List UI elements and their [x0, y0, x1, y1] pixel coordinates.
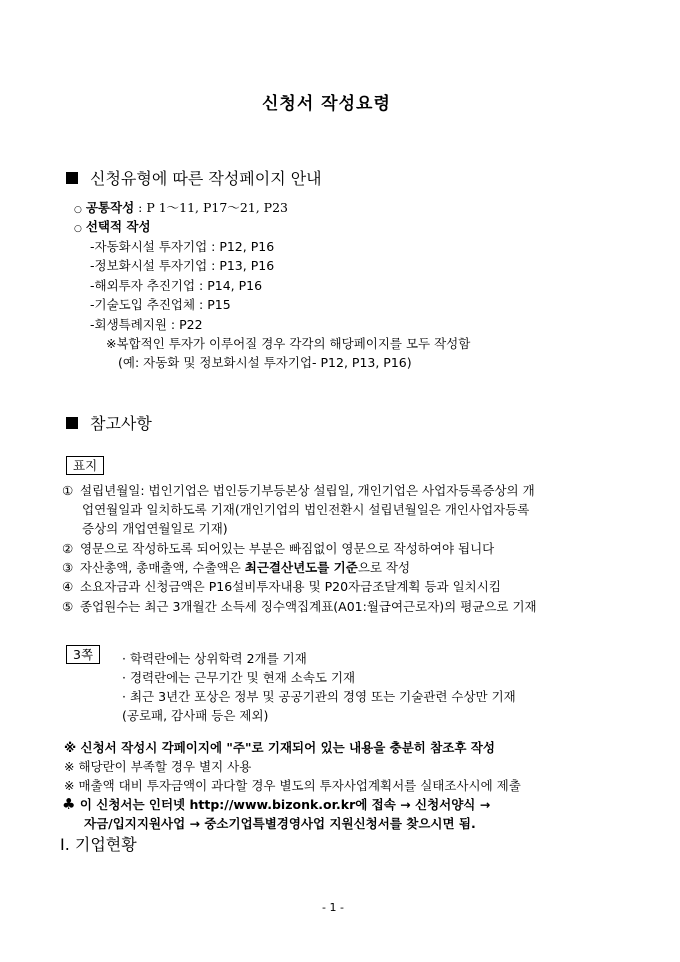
- page3-item: · 경력란에는 근무기간 및 현재 소속도 기재: [122, 670, 356, 685]
- internet-note-text: 이 신청서는 인터넷 http://www.bizonk.or.kr에 접속 → 신청서양식 →: [79, 797, 491, 812]
- page3-tag: 3쪽: [66, 645, 100, 664]
- section-heading-company: Ⅰ. 기업현황: [60, 835, 137, 854]
- section-heading-guide: [66, 166, 322, 189]
- page3-item: · 학력란에는 상위학력 2개를 기재: [122, 651, 307, 666]
- square-bullet-icon: [66, 417, 78, 429]
- note-item: [62, 481, 535, 499]
- note-text: 으로 작성: [357, 560, 411, 575]
- page3-item: · 최근 3년간 포상은 정부 및 공공기관의 경영 또는 기술관련 수상만 기재: [122, 689, 516, 704]
- note-text-continued: 업연월일과 일치하도록 기재(개인기업의 법인전환시 설립년월일은 개인사업자등록: [82, 502, 530, 517]
- note-number: ①: [62, 483, 74, 498]
- section-heading-text: 참고사항: [90, 414, 152, 433]
- note-text-emphasis: 최근결산년도를 기준: [244, 560, 358, 575]
- select-item: -기술도입 추진업체 : P15: [90, 297, 231, 312]
- internet-note-continued: 자금/입지지원사업 → 중소기업특별경영사업 지원신청서를 찾으시면 됨.: [84, 816, 476, 831]
- club-icon: ♣: [62, 795, 76, 813]
- note-item: [62, 558, 410, 576]
- document-title: 신청서 작성요령: [262, 94, 391, 114]
- select-item: -회생특례지원 : P22: [90, 317, 203, 332]
- note-item: [62, 539, 494, 557]
- compound-note: ※복합적인 투자가 이루어질 경우 각각의 해당페이지를 모두 작성함: [106, 336, 471, 351]
- section-heading-notes: [66, 411, 152, 434]
- select-item: -해외투자 추진기업 : P14, P16: [90, 278, 263, 293]
- section-heading-text: 신청유형에 따른 작성페이지 안내: [90, 169, 322, 188]
- note-item: [62, 597, 537, 615]
- general-note: ※ 매출액 대비 투자금액이 과다할 경우 별도의 투자사업계획서를 실태조사시에 제출: [64, 778, 521, 793]
- circle-bullet-icon: ○: [74, 205, 82, 215]
- note-text: 소요자금과 신청금액은 P16설비투자내용 및 P20자금조달계획 등과 일치시킴: [80, 579, 501, 594]
- general-note: ※ 해당란이 부족할 경우 별지 사용: [64, 759, 252, 774]
- square-bullet-icon: [66, 172, 78, 184]
- note-text: 영문으로 작성하도록 되어있는 부분은 빠짐없이 영문으로 작성하여야 됩니다: [80, 541, 495, 556]
- note-number: ④: [62, 579, 74, 594]
- cover-tag: 표지: [66, 456, 104, 475]
- select-pages-line: [74, 217, 151, 235]
- circle-bullet-icon: ○: [74, 224, 82, 234]
- select-item: -자동화시설 투자기업 : P12, P16: [90, 239, 275, 254]
- note-text-continued: 증상의 개업연월일로 기재): [82, 521, 228, 536]
- common-pages-line: [74, 198, 288, 216]
- note-number: ⑤: [62, 599, 74, 614]
- note-text: 자산총액, 총매출액, 수출액은: [80, 560, 245, 575]
- page3-item: (공로패, 감사패 등은 제외): [122, 708, 269, 723]
- internet-note: [62, 795, 490, 813]
- general-note: ※ 신청서 작성시 각페이지에 "주"로 기재되어 있는 내용을 충분히 참조후 작성: [64, 740, 495, 755]
- select-label: 선택적 작성: [85, 219, 151, 234]
- note-number: ②: [62, 541, 74, 556]
- page-number: - 1 -: [322, 901, 344, 914]
- select-item: -정보화시설 투자기업 : P13, P16: [90, 258, 275, 273]
- note-text: 종업원수는 최근 3개월간 소득세 징수액집계표(A01:월급여근로자)의 평균으로 기재: [80, 599, 537, 614]
- common-label: 공통작성: [85, 200, 135, 215]
- compound-example: (예: 자동화 및 정보화시설 투자기업- P12, P13, P16): [118, 355, 412, 370]
- note-number: ③: [62, 560, 74, 575]
- common-pages: : P 1～11, P17～21, P23: [134, 200, 288, 215]
- note-text: 설립년월일: 법인기업은 법인등기부등본상 설립일, 개인기업은 사업자등록증상의 개: [80, 483, 535, 498]
- note-item: [62, 577, 501, 595]
